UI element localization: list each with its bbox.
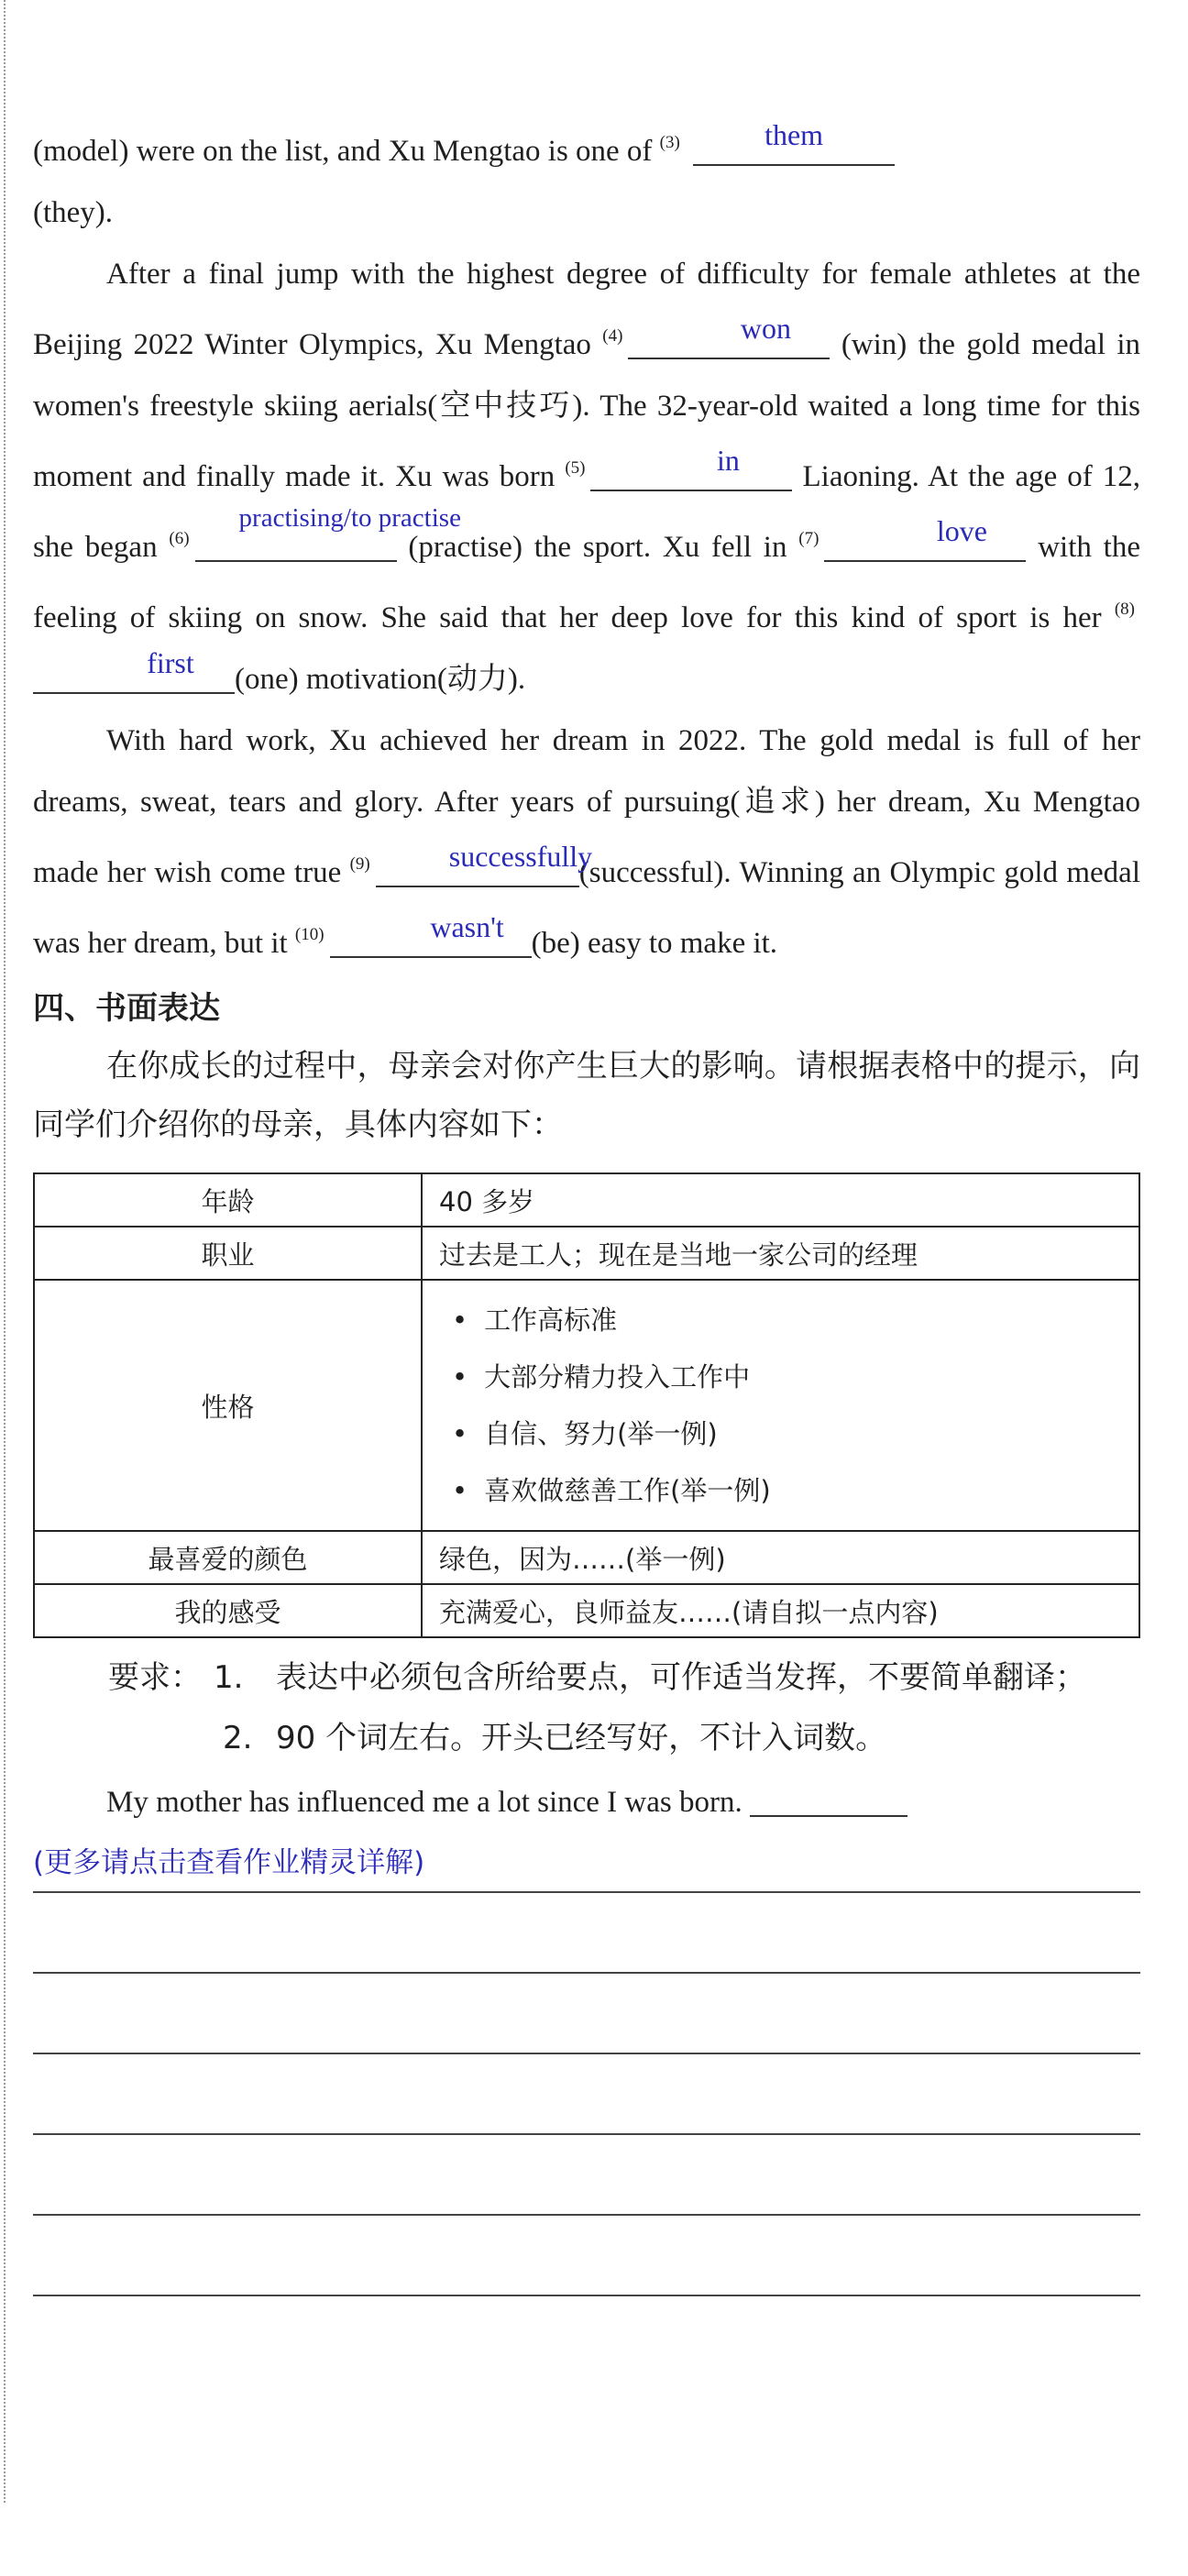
- table-row: [34, 1531, 1139, 1584]
- table-key-job: 职业: [34, 1227, 422, 1280]
- cloze-para-2: After a final jump with the highest degree of difficulty for female athletes at the Beijing 2022 Winter Olympics, Xu Mengtao $^{(4)}$ won (win) the gold medal in women's freestyle skiing aerials(空中技巧). The 32-year-old waited a long time for this moment and finally made it. Xu was born $^{(5)}$ in Liaoning. At the age of 12, she began $^{(6)}$ practising/to practise (practise) the sport. Xu fell in $^{(7)}$ love with the feeling of skiing on snow. She said that her deep love for this kind of sport is her $^{(8)}$ first (one) motivation(动力).: [33, 258, 1141, 696]
- answer-6: practising/to practise: [238, 503, 461, 533]
- table-value-feeling: 充满爱心，良师益友……(请自拟一点内容): [422, 1584, 1139, 1637]
- writing-line: [33, 1884, 1140, 1893]
- blank-number-5: (5): [565, 458, 586, 478]
- writing-line: [33, 1974, 1140, 2054]
- blank-number-6: (6): [169, 529, 190, 548]
- table-key-color: 最喜爱的颜色: [34, 1531, 422, 1584]
- table-key-personality: 性格: [34, 1280, 422, 1531]
- requirement-number: 2.: [223, 1720, 253, 1756]
- trait-list: [439, 1292, 1122, 1519]
- list-item: • 工作高标准: [452, 1292, 1122, 1349]
- blank-number-8: (8): [1114, 600, 1136, 619]
- blank-7[interactable]: [824, 514, 1026, 562]
- answer-5: in: [717, 444, 740, 477]
- answer-10: wasn't: [430, 910, 504, 943]
- writing-line: [33, 1893, 1140, 1974]
- blank-number-4: (4): [602, 326, 623, 346]
- table-row: [34, 1173, 1139, 1227]
- writing-line: [33, 2054, 1140, 2135]
- table-key-age: 年龄: [34, 1173, 422, 1227]
- table-value-personality: [422, 1280, 1139, 1531]
- writing-area[interactable]: [33, 1884, 1140, 2296]
- essay-blank[interactable]: [750, 1778, 908, 1817]
- blank-number-7: (7): [798, 529, 820, 548]
- answer-4: won: [740, 312, 791, 345]
- blank-number-3: (3): [659, 133, 680, 152]
- blank-number-9: (9): [349, 854, 370, 874]
- requirement-1: 要求： 1. 表达中必须包含所给要点，可作适当发挥，不要简单翻译；: [33, 1647, 1140, 1708]
- cloze-passage: [33, 112, 1140, 974]
- table-value-color: 绿色，因为……(举一例): [422, 1531, 1139, 1584]
- answer-7: love: [936, 514, 987, 547]
- cloze-para-3: With hard work, Xu achieved her dream in 2022. The gold medal is full of her dreams, sweat, tears and glory. After years of pursuing(追求) her dream, Xu Mengtao made her wish come true $^{(9)}$ successfully (successful). Winning an Olympic gold medal was her dream, but it $^{(10)}$ wasn't (be) easy to make it.: [33, 724, 1140, 960]
- blank-6[interactable]: [195, 503, 461, 562]
- blank-4[interactable]: [628, 312, 830, 359]
- list-item: • 自信、努力(举一例): [452, 1405, 1122, 1462]
- answer-9: successfully: [448, 840, 593, 873]
- writing-line: [33, 2216, 1140, 2296]
- blank-8[interactable]: [33, 646, 235, 694]
- table-value-job: 过去是工人；现在是当地一家公司的经理: [422, 1227, 1139, 1280]
- table-row: [34, 1227, 1139, 1280]
- blank-3[interactable]: [693, 118, 895, 166]
- requirement-2: 2. 90 个词左右。开头已经写好，不计入词数。: [33, 1708, 1140, 1768]
- answer-3: them: [764, 118, 824, 151]
- info-table: [33, 1172, 1140, 1638]
- writing-line: [33, 2135, 1140, 2216]
- blank-number-10: (10): [294, 925, 324, 944]
- writing-intro: 在你成长的过程中，母亲会对你产生巨大的影响。请根据表格中的提示，向同学们介绍你的母亲，具体内容如下：: [33, 1048, 1140, 1143]
- section-heading: 四、书面表达: [33, 990, 220, 1027]
- table-value-age: 40 多岁: [422, 1173, 1139, 1227]
- blank-10[interactable]: [330, 910, 532, 958]
- table-row: [34, 1280, 1139, 1531]
- more-details-link[interactable]: (更多请点击查看作业精灵详解): [33, 1846, 425, 1879]
- binding-margin: [4, 0, 6, 2503]
- blank-5[interactable]: [590, 444, 792, 491]
- requirement-number: 1.: [214, 1659, 244, 1696]
- table-row: [34, 1584, 1139, 1637]
- table-key-feeling: 我的感受: [34, 1584, 422, 1637]
- worksheet-page: [33, 0, 1140, 2296]
- blank-9[interactable]: [376, 840, 593, 887]
- essay-starter: My mother has influenced me a lot since I was born.: [33, 1770, 1140, 1834]
- cloze-para-1: (model) were on the list, and Xu Mengtao is one of $^{(3)}$ them (they).: [33, 112, 1140, 244]
- requirements: [33, 1647, 1140, 1768]
- answer-8: first: [147, 646, 194, 679]
- requirements-label: 要求：: [108, 1659, 202, 1696]
- list-item: • 大部分精力投入工作中: [452, 1349, 1122, 1405]
- list-item: • 喜欢做慈善工作(举一例): [452, 1462, 1122, 1519]
